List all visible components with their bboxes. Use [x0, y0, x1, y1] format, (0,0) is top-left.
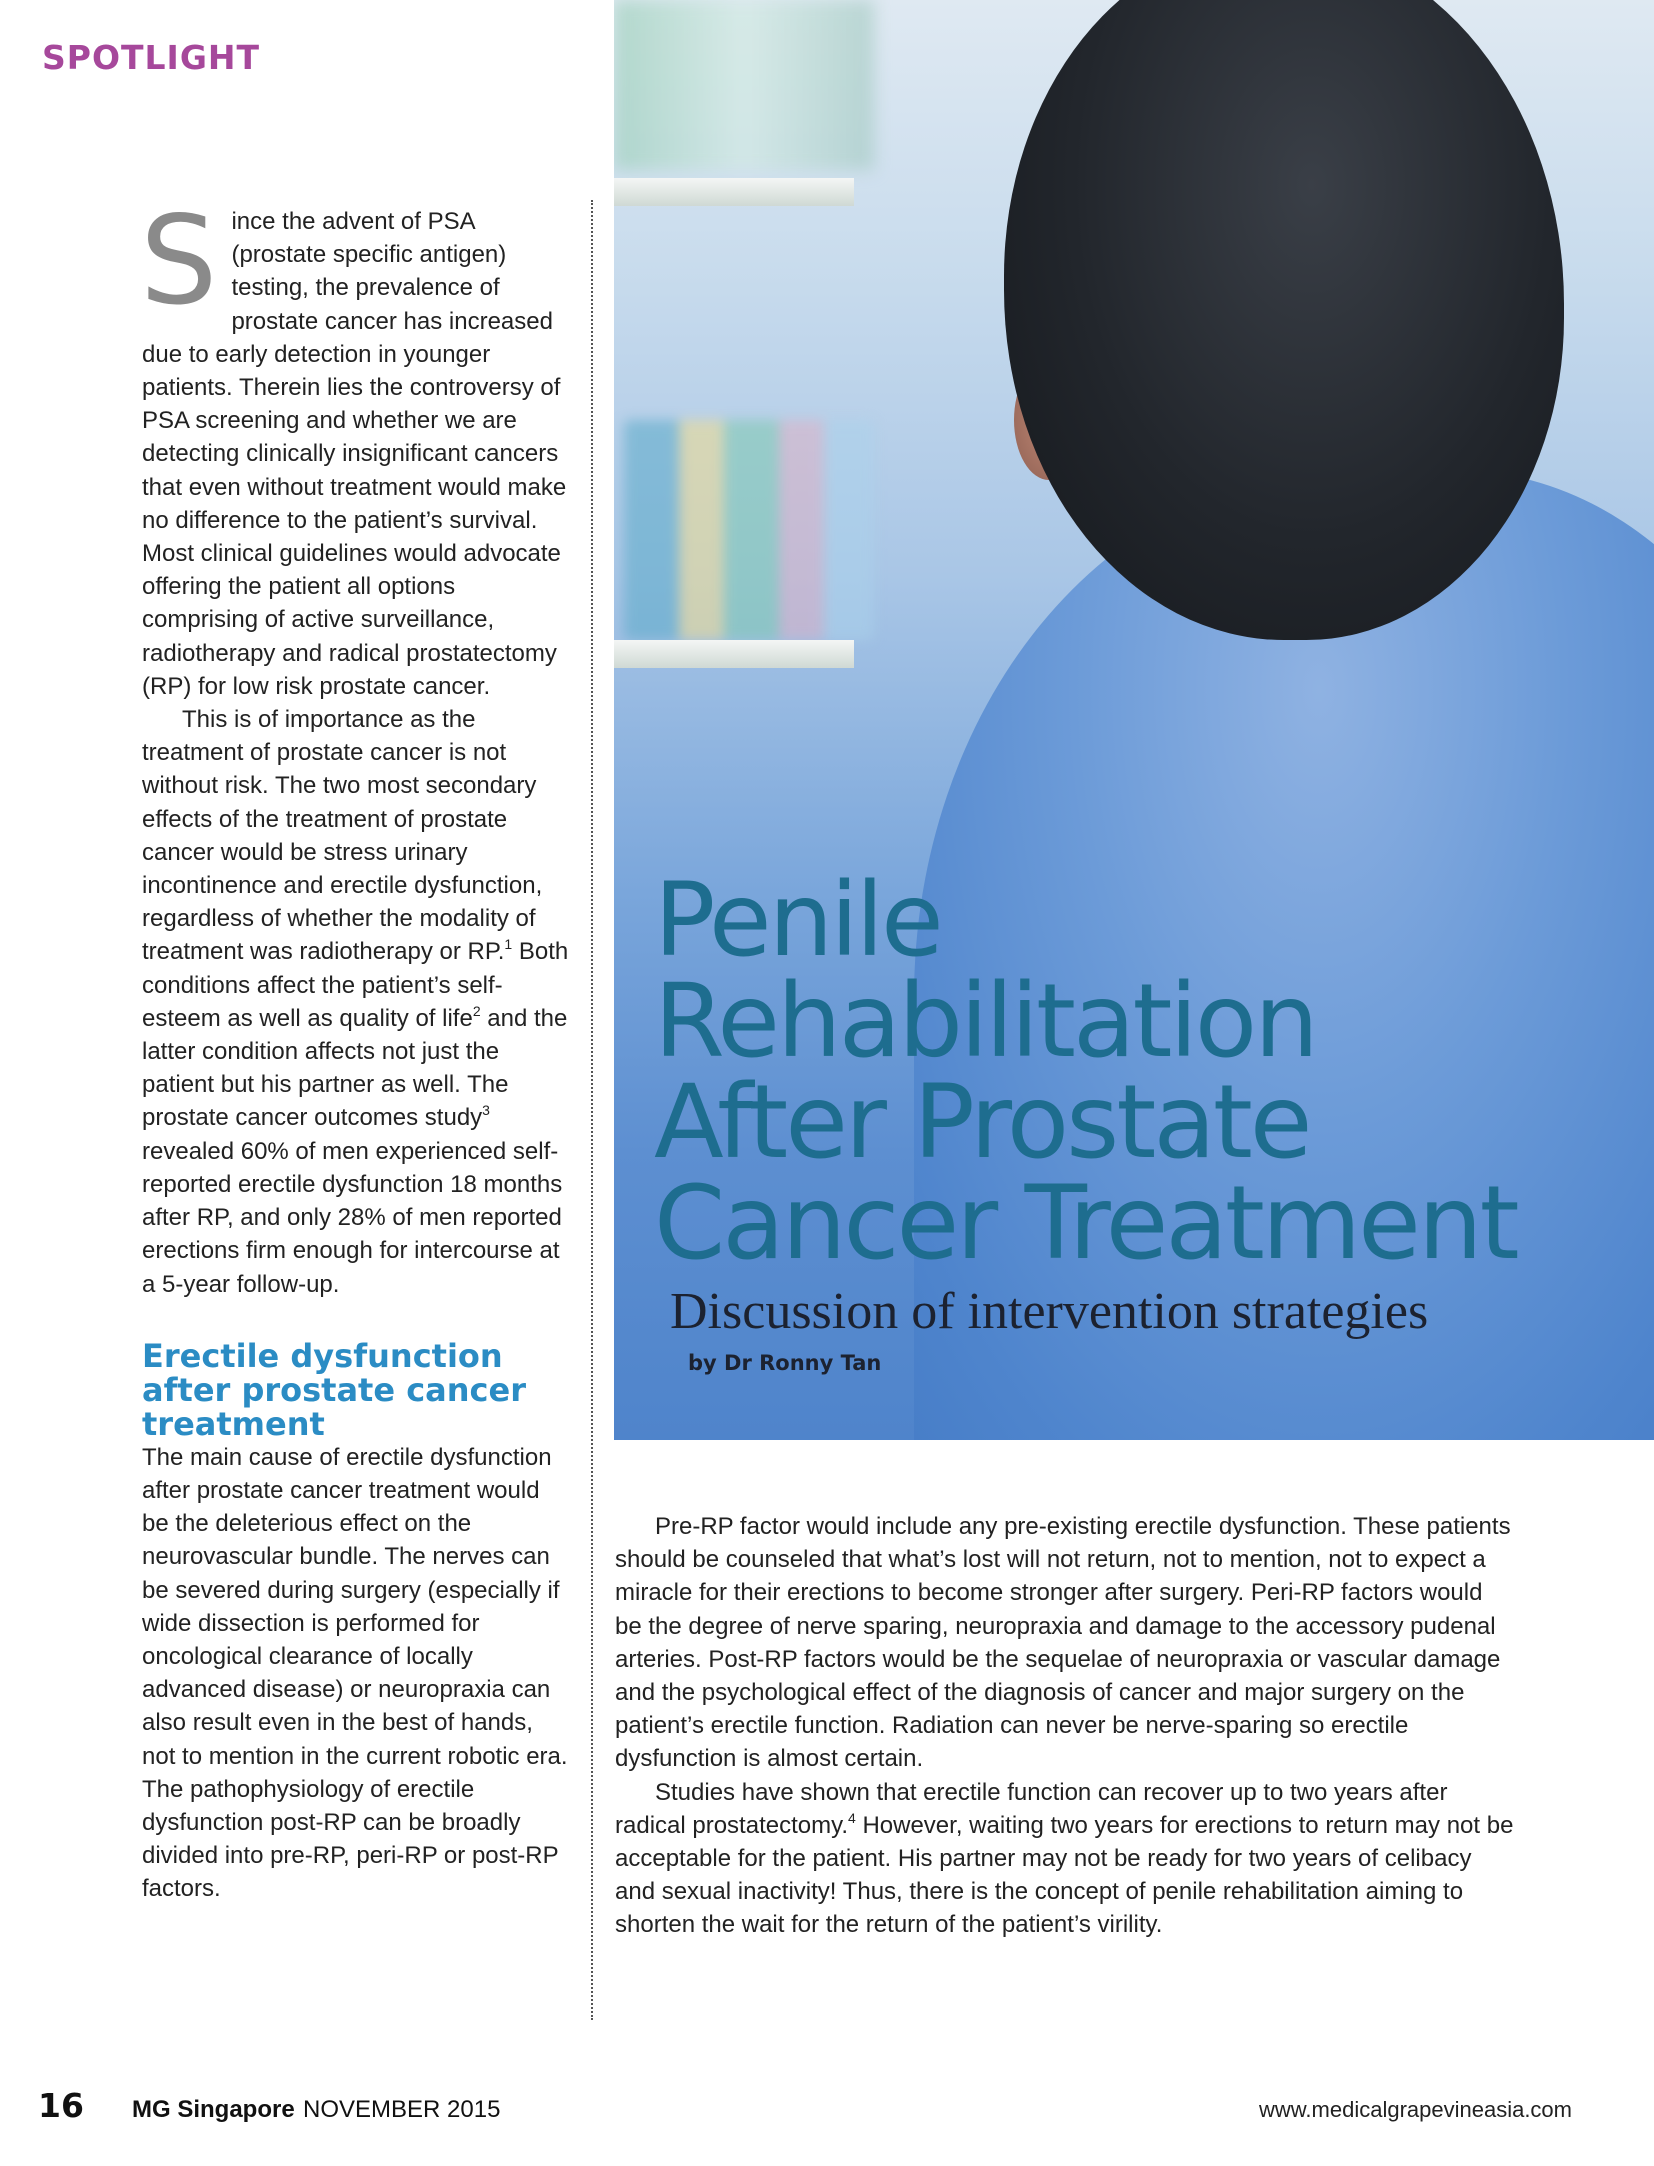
article-subtitle: Discussion of intervention strategies	[670, 1283, 1429, 1340]
photo-shelf-bottom	[614, 640, 854, 668]
photo-shelf-products-top	[614, 0, 874, 170]
footnote-ref-2: 2	[472, 1002, 481, 1019]
photo-shelf-top	[614, 178, 854, 206]
paragraph-2-text-a: This is of importance as the treatment of prostate cancer is not without risk. The two most secondary effects of the treatment of prostate cancer would be stress urinary incontinence and erectile dysfunction, regardless of whether the modality of treatment was radiotherapy or RP.	[142, 706, 543, 966]
title-line-2: Rehabilitation	[654, 962, 1316, 1081]
paragraph-2-text-b: Both conditions affect the patient’s self-esteem as well as quality of life	[142, 938, 569, 1032]
photo-man-head	[1004, 0, 1564, 640]
article-title	[654, 861, 1634, 1283]
section-label: SPOTLIGHT	[42, 38, 261, 77]
paragraph-2-text-c: and the latter condition affects not just the patient but his partner as well. The prostate cancer outcomes study	[142, 1004, 568, 1132]
paragraph-5-text-a: Studies have shown that erectile function can recover up to two years after radical prostatectomy.	[615, 1778, 1448, 1839]
title-line-4: Cancer Treatment	[654, 1164, 1517, 1283]
drop-cap: S	[140, 190, 218, 332]
paragraph-5-text-b: However, waiting two years for erections to return may not be acceptable for the patient. His partner may not be ready for two years of celibacy and sexual inactivity! Thus, there is the concept of penile rehabilitation aiming to shorten the wait for the return of the patient’s virility.	[615, 1811, 1514, 1939]
article-byline: by Dr Ronny Tan	[688, 1351, 882, 1375]
title-line-1: Penile	[654, 861, 941, 980]
page-number: 16	[38, 2086, 84, 2125]
title-line-3: After Prostate	[654, 1063, 1310, 1182]
article-title-block	[654, 861, 1634, 1283]
magazine-name: MG Singapore	[132, 2096, 295, 2123]
paragraph-3: The main cause of erectile dysfunction after prostate cancer treatment would be the deleterious effect on the neurovascular bundle. The nerves can be severed during surgery (especially if wide dissection is performed for oncological clearance of locally advanced disease) or neuropraxia can also result even in the best of hands, not to mention in the current robotic era. The pathophysiology of erectile dysfunction post-RP can be broadly divided into pre-RP, peri-RP or post-RP factors.	[142, 1443, 568, 1903]
left-column	[140, 190, 572, 1906]
intro-paragraph	[140, 190, 572, 703]
column-divider	[591, 200, 593, 2020]
issue-date: NOVEMBER 2015	[303, 2096, 501, 2123]
photo-shelf-products	[624, 420, 874, 640]
paragraph-5	[615, 1776, 1515, 1942]
paragraph-2	[142, 703, 572, 1301]
footnote-ref-4: 4	[847, 1809, 856, 1826]
website-url: www.medicalgrapevineasia.com	[1258, 2097, 1572, 2122]
footnote-ref-3: 3	[482, 1102, 490, 1119]
intro-paragraph-text: ince the advent of PSA (prostate specific antigen) testing, the prevalence of prostate cancer has increased due to early detection in younger patients. Therein lies the controversy of PSA screening and whether we are detecting clinically insignificant cancers that even without treatment would make no difference to the patient’s survival. Most clinical guidelines would advocate offering the patient all options comprising of active surveillance, radiotherapy and radical prostatectomy (RP) for low risk prostate cancer.	[142, 208, 567, 700]
right-column	[615, 1510, 1515, 1942]
paragraph-4: Pre-RP factor would include any pre-existing erectile dysfunction. These patients should be counseled that what’s lost will not return, not to mention, not to expect a miracle for their erections to become stronger after surgery. Peri-RP factors would be the degree of nerve sparing, neuropraxia and damage to the accessory pudenal arteries. Post-RP factors would be the sequelae of neuropraxia or vascular damage and the psychological effect of the diagnosis of cancer and major surgery on the patient’s erectile function. Radiation can never be nerve-sparing so erectile dysfunction is almost certain.	[615, 1513, 1511, 1773]
section-subheading: Erectile dysfunction after prostate cancer treatment	[142, 1336, 526, 1443]
footnote-ref-1: 1	[504, 936, 513, 953]
paragraph-2-text-d: revealed 60% of men experienced self-reported erectile dysfunction 18 months after RP, and only 28% of men reported erections firm enough for intercourse at a 5-year follow-up.	[142, 1137, 563, 1298]
